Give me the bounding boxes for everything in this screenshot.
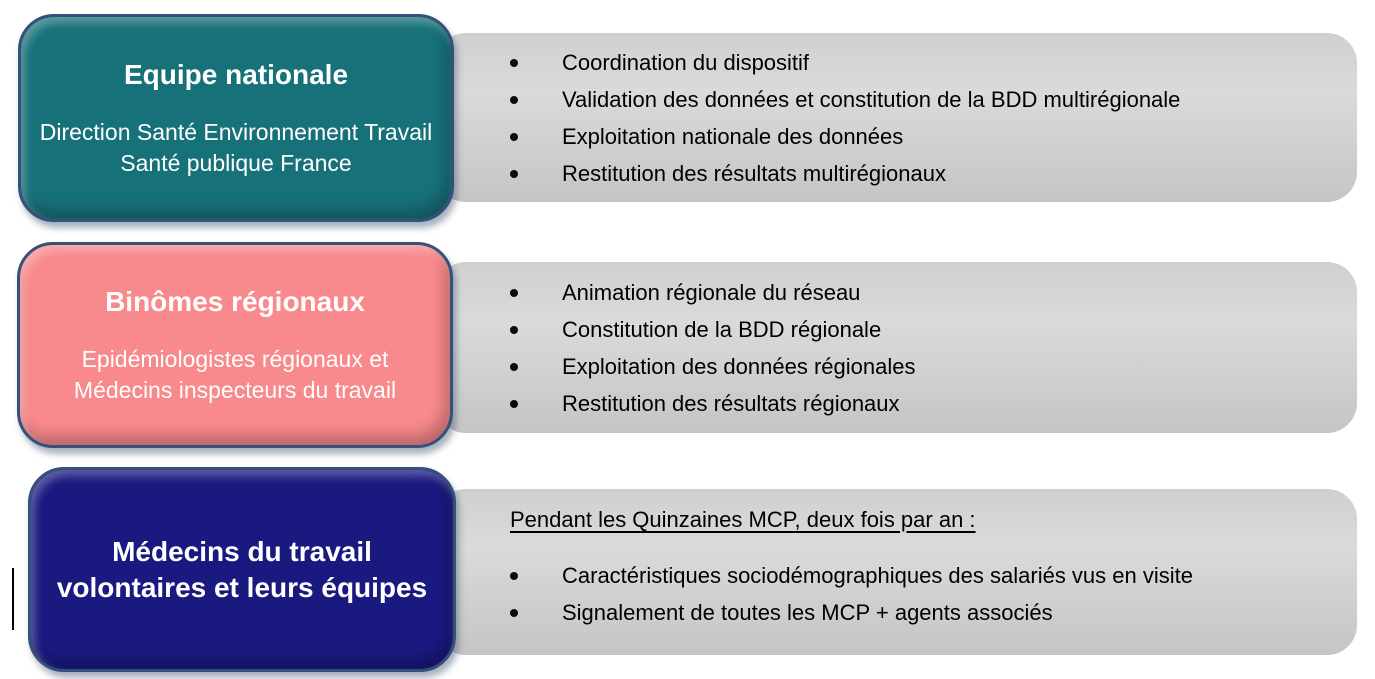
bullet-list [436, 557, 1357, 631]
bullet-text: Restitution des résultats multirégionaux [562, 160, 946, 186]
box-subtitle-line: Médecins inspecteurs du travail [73, 377, 397, 403]
bullet-icon [510, 363, 518, 371]
box-title-line: volontaires et leurs équipes [56, 571, 428, 603]
panel-equipe-nationale-tasks [436, 33, 1357, 202]
bullet-text: Coordination du dispositif [562, 49, 810, 75]
bullet-list [436, 274, 1357, 422]
box-subtitle-line: Epidémiologistes régionaux et [81, 346, 389, 372]
list-item [436, 348, 1357, 385]
list-item [436, 118, 1357, 155]
bullet-icon [510, 96, 518, 104]
list-item [436, 81, 1357, 118]
list-item [436, 385, 1357, 422]
bullet-text: Signalement de toutes les MCP + agents associés [562, 600, 1053, 625]
bullet-list [436, 44, 1357, 192]
bullet-text: Caractéristiques sociodémographiques des salariés vus en visite [562, 563, 1193, 588]
stray-cursor-mark [12, 568, 14, 630]
panel-header: Pendant les Quinzaines MCP, deux fois par an : [510, 507, 976, 532]
box-title-line: Equipe nationale [123, 59, 349, 90]
box-subtitle [74, 344, 396, 406]
box-binomes-regionaux [17, 242, 453, 448]
bullet-icon [510, 326, 518, 334]
list-item [436, 557, 1357, 594]
box-equipe-nationale [18, 14, 454, 222]
bullet-icon [510, 609, 518, 617]
bullet-icon [510, 289, 518, 297]
box-subtitle [40, 117, 432, 179]
box-medecins-travail [28, 467, 456, 672]
list-item [436, 594, 1357, 631]
list-item [436, 274, 1357, 311]
bullet-icon [510, 400, 518, 408]
bullet-icon [510, 170, 518, 178]
list-item [436, 44, 1357, 81]
bullet-text: Constitution de la BDD régionale [562, 316, 882, 342]
box-title [57, 534, 427, 606]
panel-binomes-regionaux-tasks [436, 262, 1357, 433]
box-subtitle-line: Direction Santé Environnement Travail [39, 119, 433, 145]
list-item [436, 155, 1357, 192]
panel-medecins-travail-tasks [436, 489, 1357, 655]
bullet-text: Validation des données et constitution de la BDD multirégionale [562, 86, 1181, 112]
list-item [436, 311, 1357, 348]
bullet-text: Exploitation nationale des données [562, 123, 904, 149]
box-title-line: Médecins du travail [112, 535, 372, 567]
bullet-icon [510, 572, 518, 580]
box-title-line: Binômes régionaux [105, 286, 365, 317]
bullet-text: Exploitation des données régionales [562, 353, 916, 379]
bullet-text: Restitution des résultats régionaux [562, 390, 900, 416]
box-title [124, 57, 348, 93]
bullet-icon [510, 59, 518, 67]
box-title [105, 284, 365, 320]
box-subtitle-line: Santé publique France [120, 150, 352, 176]
bullet-icon [510, 133, 518, 141]
bullet-text: Animation régionale du réseau [562, 279, 861, 305]
